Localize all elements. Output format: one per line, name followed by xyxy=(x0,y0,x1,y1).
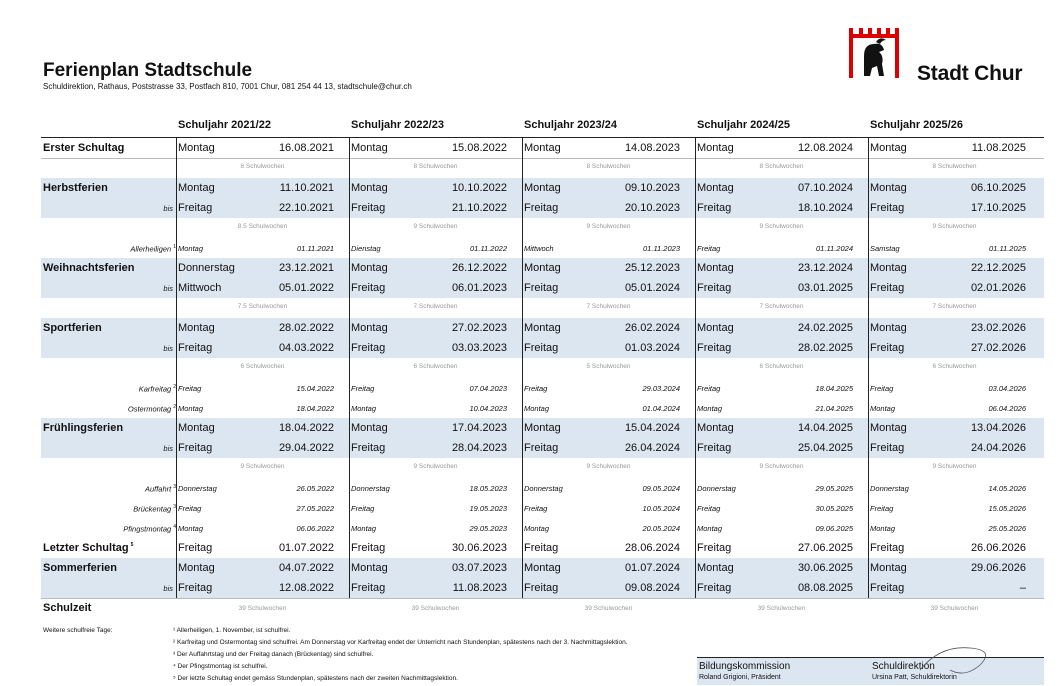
footnote-ref: 2 xyxy=(173,384,176,390)
row-label-text: Herbstferien xyxy=(43,182,108,194)
weekday: Freitag xyxy=(524,504,548,513)
date: 06.04.2026 xyxy=(988,404,1026,413)
weekday: Mittwoch xyxy=(524,244,554,253)
holiday-label-text: Ostermontag xyxy=(127,404,172,414)
weekday: Freitag xyxy=(697,342,732,354)
page-title: Ferienplan Stadtschule xyxy=(43,60,253,81)
date: 30.06.2023 xyxy=(451,542,507,554)
weekday: Freitag xyxy=(178,202,213,214)
date: 30.06.2025 xyxy=(797,562,853,574)
weekday: Freitag xyxy=(178,442,213,454)
school-weeks: 5 Schulwochen xyxy=(586,363,631,370)
school-weeks: 9 Schulwochen xyxy=(413,223,458,230)
school-weeks: 8 Schulwochen xyxy=(759,163,804,170)
weekday: Freitag xyxy=(524,442,559,454)
weekday: Freitag xyxy=(524,542,559,554)
weekday: Montag xyxy=(697,422,734,434)
footnote-ref: 5 xyxy=(130,542,134,549)
date: 14.08.2023 xyxy=(624,142,680,154)
date: 20.10.2023 xyxy=(624,202,680,214)
school-weeks: 6 Schulwochen xyxy=(240,363,285,370)
date: 26.05.2022 xyxy=(296,484,334,493)
date: 18.05.2023 xyxy=(469,484,507,493)
weekday: Montag xyxy=(697,142,734,154)
date: 05.01.2024 xyxy=(624,282,680,294)
school-weeks: 9 Schulwochen xyxy=(932,463,977,470)
date: 25.05.2026 xyxy=(988,524,1026,533)
signature-title: Bildungskommission xyxy=(699,661,791,672)
date: 15.04.2022 xyxy=(296,384,334,393)
weekday: Freitag xyxy=(351,384,375,393)
row-label-text: Frühlingsferien xyxy=(43,422,124,434)
signature-name: Ursina Patt, Schuldirektorin xyxy=(872,674,957,681)
weekday: Montag xyxy=(178,142,215,154)
weekday: Montag xyxy=(524,322,561,334)
date: 15.08.2022 xyxy=(451,142,507,154)
date: 10.10.2022 xyxy=(451,182,507,194)
date: 25.04.2025 xyxy=(797,442,853,454)
row-label-text: Erster Schultag xyxy=(43,142,125,154)
weekday: Freitag xyxy=(351,202,386,214)
date: 10.04.2023 xyxy=(469,404,507,413)
date: 15.04.2024 xyxy=(624,422,680,434)
year-header: Schuljahr 2021/22 xyxy=(178,119,271,131)
date: 08.08.2025 xyxy=(797,582,853,594)
weekday: Montag xyxy=(351,262,388,274)
date: 01.11.2024 xyxy=(816,244,853,253)
row-label-text: Schulzeit xyxy=(43,602,92,614)
date: 10.05.2024 xyxy=(642,504,680,513)
date: 23.12.2021 xyxy=(278,262,334,274)
weekday: Montag xyxy=(351,142,388,154)
weekday: Montag xyxy=(351,562,388,574)
date: 24.02.2025 xyxy=(797,322,853,334)
date: 07.04.2023 xyxy=(469,384,507,393)
weekday: Freitag xyxy=(178,342,213,354)
schedule-table xyxy=(41,137,1044,614)
year-header: Schuljahr 2025/26 xyxy=(870,119,963,131)
weekday: Montag xyxy=(524,182,561,194)
holiday-label xyxy=(46,384,176,394)
weekday: Montag xyxy=(697,182,734,194)
weekday: Freitag xyxy=(870,384,894,393)
weekday: Montag xyxy=(697,524,723,533)
school-weeks: 9 Schulwochen xyxy=(586,463,631,470)
date: 21.04.2025 xyxy=(815,404,853,413)
weekday: Montag xyxy=(524,404,550,413)
date: 11.08.2025 xyxy=(971,142,1026,154)
weekday: Freitag xyxy=(697,504,721,513)
bis-label: bis xyxy=(163,584,173,593)
weekday: Dienstag xyxy=(351,244,381,253)
date: 29.03.2024 xyxy=(642,384,680,393)
weekday: Montag xyxy=(870,182,907,194)
weekday: Montag xyxy=(351,524,377,533)
school-weeks: 9 Schulwochen xyxy=(240,463,285,470)
signature-schuldirektion xyxy=(870,657,1044,685)
weekday: Freitag xyxy=(524,342,559,354)
school-weeks: 7 Schulwochen xyxy=(759,303,804,310)
footnote: ⁴ Der Pfingstmontag ist schulfrei. xyxy=(173,663,268,670)
date: 07.10.2024 xyxy=(797,182,853,194)
date: 27.06.2025 xyxy=(797,542,853,554)
school-weeks: 6 Schulwochen xyxy=(932,363,977,370)
weekday: Freitag xyxy=(178,582,213,594)
date: 01.07.2024 xyxy=(624,562,680,574)
weekday: Montag xyxy=(697,262,734,274)
school-weeks: 8 Schulwochen xyxy=(413,163,458,170)
date: 17.04.2023 xyxy=(451,422,507,434)
weekday: Freitag xyxy=(697,244,721,253)
weekday: Montag xyxy=(178,562,215,574)
date: 12.08.2024 xyxy=(797,142,853,154)
date: 09.05.2024 xyxy=(642,484,680,493)
weekday: Freitag xyxy=(351,542,386,554)
handwritten-signature xyxy=(910,640,1000,680)
date: 26.04.2024 xyxy=(624,442,680,454)
weekday: Freitag xyxy=(524,202,559,214)
date: 02.01.2026 xyxy=(970,282,1026,294)
date: 29.04.2022 xyxy=(278,442,334,454)
date: 04.03.2022 xyxy=(278,342,334,354)
weekday: Montag xyxy=(524,142,561,154)
weekday: Montag xyxy=(351,182,388,194)
row-label-text: Sommerferien xyxy=(43,562,117,574)
date: 01.11.2022 xyxy=(470,244,507,253)
row-label-text: Letzter Schultag xyxy=(43,542,129,554)
date: 13.04.2026 xyxy=(970,422,1026,434)
date: 18.10.2024 xyxy=(797,202,853,214)
date: 11.10.2021 xyxy=(279,182,334,194)
school-weeks: 7 Schulwochen xyxy=(586,303,631,310)
school-weeks: 8 Schulwochen xyxy=(240,163,285,170)
weekday: Donnerstag xyxy=(178,484,217,493)
footnote: ² Karfreitag und Ostermontag sind schulfrei. Am Donnerstag vor Karfreitag endet der Unterricht nach Stundenplan, spätestens nach der 3. Nachmittagslektion. xyxy=(173,639,628,646)
school-weeks: 9 Schulwochen xyxy=(586,223,631,230)
footnote: ³ Der Auffahrtstag und der Freitag danach (Brückentag) sind schulfrei. xyxy=(173,651,374,658)
school-weeks: 8 Schulwochen xyxy=(586,163,631,170)
bis-label: bis xyxy=(163,444,173,453)
weekday: Freitag xyxy=(870,582,905,594)
date: 03.07.2023 xyxy=(451,562,507,574)
date: 03.03.2023 xyxy=(451,342,507,354)
date: 14.04.2025 xyxy=(797,422,853,434)
row-label xyxy=(43,322,102,334)
weekday: Freitag xyxy=(697,582,732,594)
weekday: Montag xyxy=(870,322,907,334)
weekday: Donnerstag xyxy=(697,484,736,493)
weekday: Freitag xyxy=(870,202,905,214)
date: 06.10.2025 xyxy=(970,182,1026,194)
date: 15.05.2026 xyxy=(988,504,1026,513)
weekday: Freitag xyxy=(697,202,732,214)
weekday: Freitag xyxy=(351,582,386,594)
date: 29.06.2026 xyxy=(970,562,1026,574)
weekday: Freitag xyxy=(697,282,732,294)
footnote-ref: 3 xyxy=(173,484,176,490)
date: 18.04.2022 xyxy=(296,404,334,413)
date: 22.12.2025 xyxy=(970,262,1026,274)
date: 26.02.2024 xyxy=(624,322,680,334)
footnotes-heading: Weitere schulfreie Tage: xyxy=(43,627,113,634)
date: 25.12.2023 xyxy=(624,262,680,274)
date: 03.04.2026 xyxy=(988,384,1026,393)
school-weeks: 39 Schulwochen xyxy=(411,605,460,612)
date: 09.08.2024 xyxy=(624,582,680,594)
date: 21.10.2022 xyxy=(451,202,507,214)
date: 27.02.2026 xyxy=(970,342,1026,354)
footnote: ⁵ Der letzte Schultag endet gemäss Stundenplan, spätestens nach der zweiten Nachmittagslektion. xyxy=(173,675,458,682)
weekday: Montag xyxy=(697,404,723,413)
holiday-label xyxy=(46,484,176,494)
weekday: Montag xyxy=(697,322,734,334)
date: 19.05.2023 xyxy=(469,504,507,513)
school-weeks: 9 Schulwochen xyxy=(413,463,458,470)
weekday: Freitag xyxy=(351,342,386,354)
date: 03.01.2025 xyxy=(797,282,853,294)
school-weeks: 39 Schulwochen xyxy=(584,605,633,612)
date: 29.05.2023 xyxy=(469,524,507,533)
row-label xyxy=(43,602,91,614)
date: 16.08.2021 xyxy=(278,142,334,154)
date: 30.05.2025 xyxy=(815,504,853,513)
bis-label: bis xyxy=(163,344,173,353)
weekday: Montag xyxy=(178,422,215,434)
row-label xyxy=(43,422,123,434)
weekday: Montag xyxy=(351,322,388,334)
date: 23.12.2024 xyxy=(797,262,853,274)
weekday: Freitag xyxy=(524,282,559,294)
weekday: Montag xyxy=(178,524,204,533)
weekday: Montag xyxy=(178,244,204,253)
chur-coat-of-arms-icon xyxy=(846,26,902,87)
school-weeks: 6 Schulwochen xyxy=(759,363,804,370)
bis-label: bis xyxy=(163,284,173,293)
row-label xyxy=(43,542,133,554)
signature-name: Roland Grigioni, Präsident xyxy=(699,674,781,681)
date: 01.03.2024 xyxy=(624,342,680,354)
weekday: Freitag xyxy=(870,282,905,294)
signature-title: Schuldirektion xyxy=(872,661,935,672)
school-weeks: 9 Schulwochen xyxy=(759,463,804,470)
date: 04.07.2022 xyxy=(278,562,334,574)
weekday: Montag xyxy=(178,322,215,334)
weekday: Montag xyxy=(524,562,561,574)
date: 28.02.2025 xyxy=(797,342,853,354)
row-label xyxy=(43,182,108,194)
school-weeks: 7.5 Schulwochen xyxy=(237,303,288,310)
weekday: Freitag xyxy=(524,384,548,393)
date: 01.04.2024 xyxy=(642,404,680,413)
year-header: Schuljahr 2024/25 xyxy=(697,119,790,131)
date: 27.02.2023 xyxy=(451,322,507,334)
weekday: Montag xyxy=(870,142,907,154)
holiday-label xyxy=(46,504,176,514)
footnote-ref: 1 xyxy=(173,244,176,250)
date: 28.02.2022 xyxy=(278,322,334,334)
weekday: Freitag xyxy=(870,342,905,354)
weekday: Montag xyxy=(870,562,907,574)
date: 29.05.2025 xyxy=(815,484,853,493)
bis-label: bis xyxy=(163,204,173,213)
school-weeks: 39 Schulwochen xyxy=(238,605,287,612)
school-weeks: 39 Schulwochen xyxy=(757,605,806,612)
weekday: Montag xyxy=(524,422,561,434)
weekday: Freitag xyxy=(178,504,202,513)
holiday-label-text: Brückentag xyxy=(133,504,172,514)
holiday-label xyxy=(46,404,176,414)
weekday: Freitag xyxy=(870,504,894,513)
date: 12.08.2022 xyxy=(278,582,334,594)
date: 05.01.2022 xyxy=(278,282,334,294)
date: 23.02.2026 xyxy=(970,322,1026,334)
date: 01.11.2025 xyxy=(989,244,1026,253)
weekday: Freitag xyxy=(524,582,559,594)
date: – xyxy=(1019,582,1026,594)
weekday: Freitag xyxy=(178,542,213,554)
date: 09.06.2025 xyxy=(815,524,853,533)
row-divider xyxy=(41,598,1044,599)
date: 28.06.2024 xyxy=(624,542,680,554)
weekday: Montag xyxy=(524,262,561,274)
holiday-label xyxy=(46,244,176,254)
address-line: Schuldirektion, Rathaus, Poststrasse 33, Postfach 810, 7001 Chur, 081 254 44 13, stadtschule@chur.ch xyxy=(43,82,412,91)
date: 11.08.2023 xyxy=(452,582,507,594)
weekday: Samstag xyxy=(870,244,900,253)
weekday: Donnerstag xyxy=(870,484,909,493)
school-weeks: 8 Schulwochen xyxy=(932,163,977,170)
holiday-label-text: Allerheiligen xyxy=(130,244,172,254)
weekday: Freitag xyxy=(351,282,386,294)
school-weeks: 8.5 Schulwochen xyxy=(237,223,288,230)
weekday: Freitag xyxy=(697,384,721,393)
weekday: Donnerstag xyxy=(178,262,235,274)
weekday: Freitag xyxy=(870,542,905,554)
holiday-label-text: Pfingstmontag xyxy=(123,524,172,534)
signature-bildungskommission xyxy=(697,657,871,685)
date: 06.06.2022 xyxy=(296,524,334,533)
row-divider xyxy=(41,158,1044,159)
date: 18.04.2025 xyxy=(815,384,853,393)
school-weeks: 7 Schulwochen xyxy=(413,303,458,310)
date: 18.04.2022 xyxy=(278,422,334,434)
date: 14.05.2026 xyxy=(988,484,1026,493)
date: 27.05.2022 xyxy=(296,504,334,513)
weekday: Montag xyxy=(870,404,896,413)
weekday: Freitag xyxy=(351,504,375,513)
date: 01.07.2022 xyxy=(278,542,334,554)
weekday: Freitag xyxy=(697,442,732,454)
footnote-ref: 4 xyxy=(173,524,176,530)
weekday: Montag xyxy=(870,422,907,434)
date: 17.10.2025 xyxy=(970,202,1026,214)
weekday: Mittwoch xyxy=(178,282,222,294)
weekday: Montag xyxy=(351,404,377,413)
date: 06.01.2023 xyxy=(451,282,507,294)
weekday: Freitag xyxy=(697,542,732,554)
date: 24.04.2026 xyxy=(970,442,1026,454)
footnote: ¹ Allerheiligen, 1. November, ist schulfrei. xyxy=(173,627,291,634)
weekday: Freitag xyxy=(178,384,202,393)
school-weeks: 39 Schulwochen xyxy=(930,605,979,612)
footnote-ref: 3 xyxy=(173,504,176,510)
weekday: Montag xyxy=(697,562,734,574)
date: 09.10.2023 xyxy=(624,182,680,194)
date: 26.06.2026 xyxy=(970,542,1026,554)
weekday: Montag xyxy=(178,404,204,413)
row-label-text: Weihnachtsferien xyxy=(43,262,135,274)
weekday: Donnerstag xyxy=(524,484,563,493)
date: 28.04.2023 xyxy=(451,442,507,454)
weekday: Donnerstag xyxy=(351,484,390,493)
holiday-label xyxy=(46,524,176,534)
school-weeks: 6 Schulwochen xyxy=(413,363,458,370)
weekday: Freitag xyxy=(351,442,386,454)
row-label xyxy=(43,562,117,574)
weekday: Montag xyxy=(870,262,907,274)
year-header: Schuljahr 2022/23 xyxy=(351,119,444,131)
date: 01.11.2021 xyxy=(297,244,334,253)
school-weeks: 9 Schulwochen xyxy=(932,223,977,230)
school-weeks: 7 Schulwochen xyxy=(932,303,977,310)
weekday: Montag xyxy=(351,422,388,434)
date: 22.10.2021 xyxy=(278,202,334,214)
footnote-ref: 2 xyxy=(173,404,176,410)
holiday-label-text: Auffahrt xyxy=(144,484,172,494)
weekday: Freitag xyxy=(870,442,905,454)
date: 20.05.2024 xyxy=(642,524,680,533)
brand-name: Stadt Chur xyxy=(917,62,1023,85)
weekday: Montag xyxy=(870,524,896,533)
date: 26.12.2022 xyxy=(451,262,507,274)
weekday: Montag xyxy=(524,524,550,533)
row-label-text: Sportferien xyxy=(43,322,102,334)
school-weeks: 9 Schulwochen xyxy=(759,223,804,230)
holiday-label-text: Karfreitag xyxy=(138,384,172,394)
date: 01.11.2023 xyxy=(643,244,680,253)
weekday: Montag xyxy=(178,182,215,194)
row-label xyxy=(43,262,135,274)
row-label xyxy=(43,142,124,154)
year-header: Schuljahr 2023/24 xyxy=(524,119,617,131)
